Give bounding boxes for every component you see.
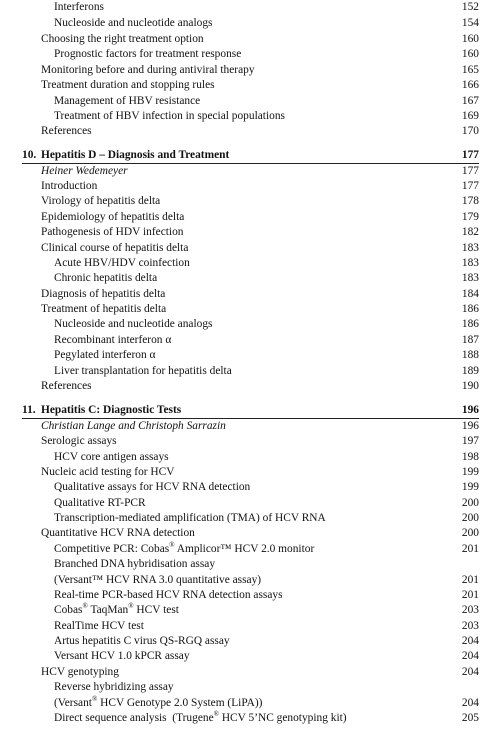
toc-entry-title: Pegylated interferon α	[54, 349, 156, 361]
toc-entry-page: 183	[461, 242, 479, 254]
registered-mark: ®	[169, 541, 175, 550]
toc-entry	[0, 511, 500, 526]
toc-entry-page: 199	[461, 466, 479, 478]
toc-entry-title: Prognostic factors for treatment response	[54, 48, 242, 60]
toc-entry-page: 201	[461, 589, 479, 601]
toc-entry	[0, 542, 500, 557]
toc-entry	[0, 109, 500, 124]
toc-entry	[0, 619, 500, 634]
toc-entry-title	[54, 711, 347, 726]
toc-entry-page: 182	[461, 226, 479, 238]
registered-mark: ®	[91, 695, 98, 704]
toc-entry-title: Virology of hepatitis delta	[41, 195, 161, 207]
toc-entry	[0, 696, 500, 711]
toc-entry-page: 190	[461, 380, 479, 392]
toc-entry	[0, 32, 500, 47]
toc-entry-title: HCV genotyping	[41, 666, 119, 678]
toc-entry	[0, 317, 500, 332]
registered-mark: ®	[128, 602, 134, 611]
toc-entry-page: 188	[461, 349, 479, 361]
toc-entry-title: Clinical course of hepatitis delta	[41, 242, 189, 254]
toc-entry-title: Acute HBV/HDV coinfection	[54, 257, 190, 269]
toc-chapter-heading	[0, 148, 500, 163]
toc-entry-page: 154	[461, 17, 479, 29]
toc-entry-page: 205	[461, 712, 479, 724]
toc-entry-title: Versant HCV 1.0 kPCR assay	[54, 650, 190, 662]
toc-entry-page: 201	[461, 574, 479, 586]
toc-entry-title: Management of HBV resistance	[54, 95, 201, 107]
toc-entry	[0, 241, 500, 256]
toc-entry-page: 200	[461, 527, 479, 539]
toc-entry-page: 197	[461, 435, 479, 447]
toc-entry-title: Nucleoside and nucleotide analogs	[54, 318, 213, 330]
toc-entry	[0, 179, 500, 194]
toc-entry-page: 204	[461, 650, 479, 662]
title-part: Competitive PCR: Cobas	[54, 543, 170, 555]
toc-entry-title: Serologic assays	[41, 435, 117, 447]
toc-entry-title: Artus hepatitis C virus QS-RGQ assay	[54, 635, 230, 647]
toc-entry-title: Pathogenesis of HDV infection	[41, 226, 184, 238]
title-part: Amplicor™ HCV 2.0 monitor	[174, 543, 315, 555]
toc-entry	[0, 557, 500, 572]
toc-entry-page: 204	[461, 697, 479, 709]
toc-entry-page: 178	[461, 195, 479, 207]
toc-entry-page: 160	[461, 33, 479, 45]
toc-entry	[0, 302, 500, 317]
toc-entry	[0, 287, 500, 302]
toc-entry-title: Branched DNA hybridisation assay	[54, 558, 216, 570]
toc-entry-title: Nucleoside and nucleotide analogs	[54, 17, 213, 29]
title-part: HCV Genotype 2.0 System (LiPA))	[97, 697, 263, 709]
toc-entry-page: 204	[461, 635, 479, 647]
toc-entry	[0, 271, 500, 286]
chapter-title: Hepatitis D – Diagnosis and Treatment	[41, 149, 230, 161]
toc-entry	[0, 480, 500, 495]
toc-entry-title: Diagnosis of hepatitis delta	[41, 288, 166, 300]
title-part: Cobas	[54, 604, 83, 616]
title-part: Direct sequence analysis (Trugene	[54, 712, 214, 724]
toc-entry-title: Treatment of hepatitis delta	[41, 303, 167, 315]
toc-entry	[0, 526, 500, 541]
toc-entry-title: HCV core antigen assays	[54, 451, 169, 463]
toc-entry	[0, 256, 500, 271]
toc-entry	[0, 496, 500, 511]
toc-entry-page: 177	[461, 165, 479, 177]
toc-entry-page: 200	[461, 497, 479, 509]
title-part: TaqMan	[87, 604, 129, 616]
toc-entry-title: Transcription-mediated amplification (TMA) of HCV RNA	[54, 512, 326, 524]
toc-entry-page: 152	[461, 1, 479, 13]
toc-entry	[0, 465, 500, 480]
toc-entry-title: Liver transplantation for hepatitis delta	[54, 365, 232, 377]
toc-entry-page: 169	[461, 110, 479, 122]
toc-entry	[0, 665, 500, 680]
toc-entry-page: 200	[461, 512, 479, 524]
toc-entry-title: Monitoring before and during antiviral therapy	[41, 64, 255, 76]
toc-entry	[0, 63, 500, 78]
author-name: Heiner Wedemeyer	[41, 165, 128, 177]
toc-entry	[0, 711, 500, 726]
chapter-author	[0, 419, 500, 434]
toc-entry-page: 186	[461, 303, 479, 315]
chapter-title: Hepatitis C: Diagnostic Tests	[41, 404, 182, 416]
toc-entry-page: 177	[461, 180, 479, 192]
toc-entry-title: Recombinant interferon α	[54, 334, 172, 346]
toc-entry	[0, 47, 500, 62]
toc-entry-page: 187	[461, 334, 479, 346]
toc-entry	[0, 603, 500, 618]
toc-entry	[0, 78, 500, 93]
toc-entry	[0, 649, 500, 664]
toc-entry-page: 183	[461, 272, 479, 284]
toc-entry-page: 203	[461, 620, 479, 632]
toc-entry-title: Interferons	[54, 1, 104, 13]
toc-entry-page: 165	[461, 64, 479, 76]
registered-mark: ®	[82, 602, 88, 611]
toc-entry-title	[54, 603, 179, 618]
toc-entry-title: Treatment of HBV infection in special populations	[54, 110, 285, 122]
toc-entry-page: 177	[461, 149, 479, 161]
toc-entry-page: 160	[461, 48, 479, 60]
toc-entry	[0, 634, 500, 649]
toc-entry-title: Reverse hybridizing assay	[54, 681, 174, 693]
toc-chapter-heading	[0, 403, 500, 418]
toc-entry	[0, 333, 500, 348]
toc-entry-page: 201	[461, 543, 479, 555]
toc-entry-title: Qualitative assays for HCV RNA detection	[54, 481, 251, 493]
chapter-author	[0, 164, 500, 179]
toc-entry-page: 183	[461, 257, 479, 269]
toc-entry	[0, 588, 500, 603]
toc-entry-page: 166	[461, 79, 479, 91]
toc-entry-title: Chronic hepatitis delta	[54, 272, 158, 284]
toc-entry-title: Epidemiology of hepatitis delta	[41, 211, 185, 223]
author-name: Christian Lange and Christoph Sarrazin	[41, 420, 226, 432]
toc-entry-page: 179	[461, 211, 479, 223]
toc-entry-page: 184	[461, 288, 479, 300]
toc-entry-title: Choosing the right treatment option	[41, 33, 204, 45]
toc-entry-title	[54, 542, 314, 557]
toc-entry-page: 167	[461, 95, 479, 107]
toc-entry-page: 203	[461, 604, 479, 616]
toc-entry-title: Quantitative HCV RNA detection	[41, 527, 195, 539]
toc-entry	[0, 364, 500, 379]
toc-entry-title: RealTime HCV test	[54, 620, 144, 632]
toc-entry	[0, 0, 500, 15]
toc-entry-page: 186	[461, 318, 479, 330]
toc-entry-title: Real-time PCR-based HCV RNA detection assays	[54, 589, 283, 601]
toc-entry-page: 189	[461, 365, 479, 377]
chapter-number: 10.	[22, 149, 37, 161]
toc-entry-title: (Versant™ HCV RNA 3.0 quantitative assay)	[54, 574, 262, 586]
toc-entry	[0, 573, 500, 588]
title-part: HCV test	[133, 604, 179, 616]
toc-entry-page: 198	[461, 451, 479, 463]
toc-entry-page: 204	[461, 666, 479, 678]
toc-entry	[0, 124, 500, 139]
toc-entry	[0, 379, 500, 394]
toc-entry-title: Treatment duration and stopping rules	[41, 79, 215, 91]
chapter-number: 11.	[22, 404, 36, 416]
toc-entry	[0, 194, 500, 209]
toc-entry-title: References	[41, 380, 92, 392]
toc-entry	[0, 450, 500, 465]
toc-entry	[0, 348, 500, 363]
toc-entry	[0, 16, 500, 31]
toc-entry	[0, 210, 500, 225]
toc-entry	[0, 680, 500, 695]
toc-entry-page: 199	[461, 481, 479, 493]
toc-entry	[0, 225, 500, 240]
toc-entry	[0, 94, 500, 109]
toc-entry-page: 196	[461, 404, 479, 416]
toc-entry	[0, 434, 500, 449]
title-part: (Versant	[54, 697, 92, 709]
toc-entry-page: 196	[461, 420, 479, 432]
toc-entry-title: References	[41, 125, 92, 137]
registered-mark: ®	[213, 710, 219, 719]
toc-entry-title: Qualitative RT-PCR	[54, 497, 146, 509]
title-part: HCV 5’NC genotyping kit)	[218, 712, 347, 724]
toc-entry-title: Introduction	[41, 180, 98, 192]
toc-entry-page: 170	[461, 125, 479, 137]
toc-entry-title	[54, 696, 262, 711]
toc-entry-title: Nucleic acid testing for HCV	[41, 466, 175, 478]
